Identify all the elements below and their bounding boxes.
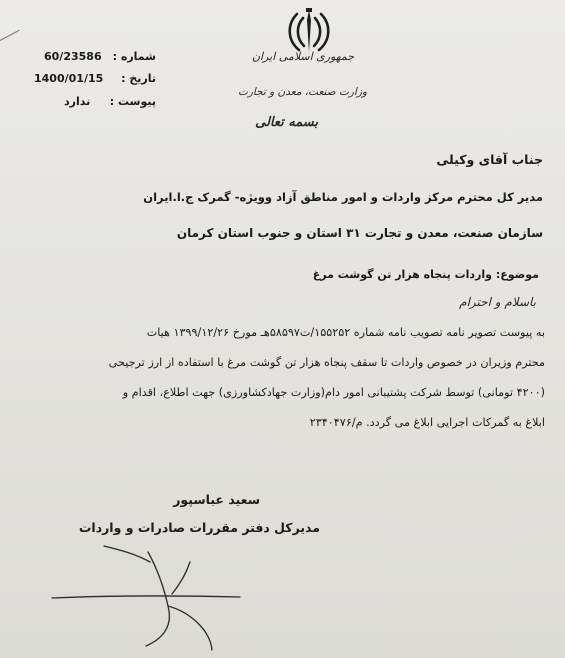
recipient-name: جناب آقای وکیلی: [436, 152, 543, 167]
number-value: 60/23586: [44, 50, 102, 63]
basmala: بسمه تعالی: [255, 115, 318, 130]
body-line-2: محترم وزیران در خصوص واردات تا سقف پنجاه هزار تن گوشت مرغ با استفاده از ارز ترجیحی: [108, 356, 545, 369]
subject-line: موضوع: واردات پنجاه هزار تن گوشت مرغ: [312, 268, 539, 281]
date-label: تاریخ :: [121, 72, 156, 85]
body-line-4: ابلاغ به گمرکات اجرایی ابلاغ می گردد. م/۲۳۴۰۴۷۶: [309, 416, 545, 429]
number-label: شماره :: [112, 50, 156, 63]
ministry-name: وزارت صنعت، معدن و تجارت: [237, 86, 367, 98]
body-line-1: به پیوست تصویر نامه تصویب نامه شماره ۱۵۵۲۵۲/ت۵۸۵۹۷هـ مورخ ۱۳۹۹/۱۲/۲۶ هیات: [146, 326, 545, 339]
signatory-name: سعید عباسپور: [173, 492, 260, 507]
corner-mark: [0, 30, 20, 41]
attachment-value: ندارد: [64, 95, 91, 108]
signatory-title: مدیرکل دفتر مقررات صادرات و واردات: [78, 520, 320, 535]
handwritten-signature: [40, 540, 270, 658]
country-name: جمهوری اسلامی ایران: [251, 50, 354, 63]
greeting: باسلام و احترام: [459, 295, 536, 309]
date-value: 1400/01/15: [34, 72, 104, 85]
recipient-title: مدیر کل محترم مرکز واردات و امور مناطق آزاد وویژه- گمرک ج.ا.ایران: [143, 190, 543, 204]
cc-recipient: سازمان صنعت، معدن و تجارت ۳۱ استان و جنوب استان کرمان: [176, 226, 543, 240]
body-line-3: (۴۲۰۰ تومانی) توسط شرکت پشتیبانی امور دام(وزارت جهادکشاورزی) جهت اطلاع، اقدام و: [122, 386, 545, 399]
attachment-label: پیوست :: [109, 95, 156, 108]
